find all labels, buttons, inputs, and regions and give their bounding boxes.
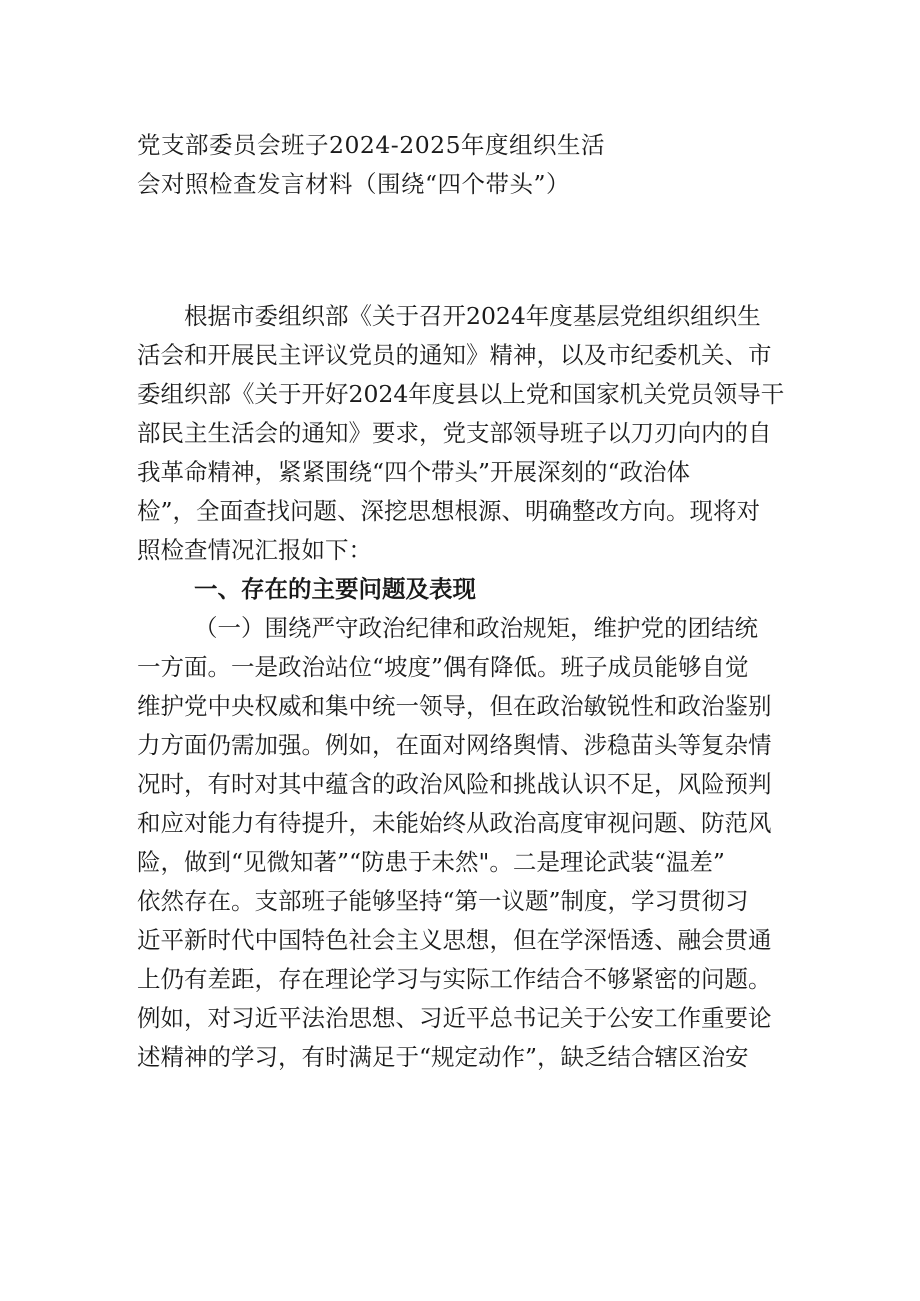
text-line: （一）围绕严守政治纪律和政治规矩，维护党的团结统 (194, 614, 758, 642)
section-heading: 一、存在的主要问题及表现 (194, 575, 476, 603)
text-line: 委组织部《关于开好2024年度县以上党和国家机关党员领导干 (137, 380, 785, 408)
text-line: 力方面仍需加强。例如，在面对网络舆情、涉稳苗头等复杂情 (137, 731, 772, 759)
document-title (137, 126, 797, 204)
text-line: 述精神的学习，有时满足于“规定动作”，缺乏结合辖区治安 (137, 1043, 749, 1071)
intro-paragraph (137, 297, 797, 570)
text-line: 维护党中央权威和集中统一领导，但在政治敏锐性和政治鉴别 (137, 692, 772, 720)
title-line: 党支部委员会班子2024-2025年度组织生活 (137, 131, 606, 159)
text-line: 险，做到“见微知著”“防患于未然"。二是理论武装“温差” (137, 848, 725, 876)
text-line: 我革命精神，紧紧围绕“四个带头”开展深刻的“政治体 (137, 458, 691, 486)
text-line: 例如，对习近平法治思想、习近平总书记关于公安工作重要论 (137, 1004, 772, 1032)
text-line: 和应对能力有待提升，未能始终从政治高度审视问题、防范风 (137, 809, 772, 837)
text-line: 照检查情况汇报如下： (137, 536, 372, 564)
text-line: 活会和开展民主评议党员的通知》精神，以及市纪委机关、市 (137, 341, 772, 369)
text-line: 近平新时代中国特色社会主义思想，但在学深悟透、融会贯通 (137, 926, 772, 954)
text-line: 上仍有差距，存在理论学习与实际工作结合不够紧密的问题。 (137, 965, 772, 993)
document-body (137, 297, 797, 1077)
text-line: 根据市委组织部《关于召开2024年度基层党组织组织生 (184, 302, 761, 330)
title-line: 会对照检查发言材料（围绕“四个带头”） (137, 170, 571, 198)
text-line: 况时，有时对其中蕴含的政治风险和挑战认识不足，风险预判 (137, 770, 772, 798)
text-line: 一方面。一是政治站位“坡度”偶有降低。班子成员能够自觉 (137, 653, 749, 681)
text-line: 检”，全面查找问题、深挖思想根源、明确整改方向。现将对 (137, 497, 761, 525)
section-paragraph (137, 609, 797, 1077)
text-line: 依然存在。支部班子能够坚持“第一议题”制度，学习贯彻习 (137, 887, 749, 915)
text-line: 部民主生活会的通知》要求，党支部领导班子以刀刃向内的自 (137, 419, 772, 447)
